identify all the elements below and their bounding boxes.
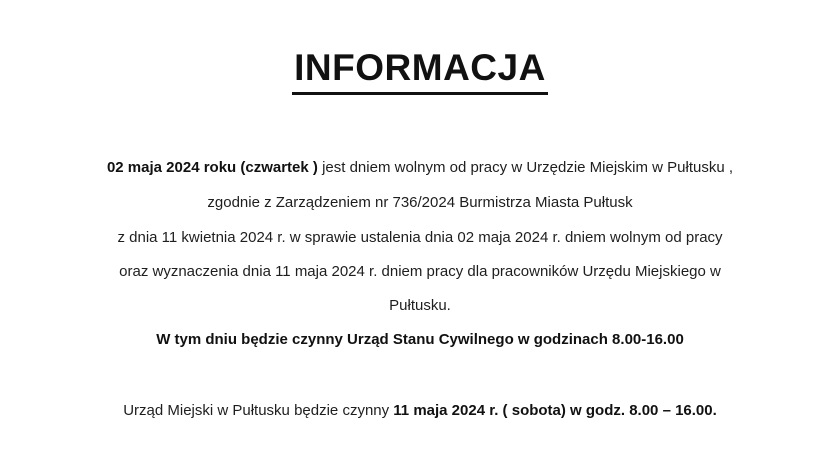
saturday-hours-intro: Urząd Miejski w Pułtusku będzie czynny (123, 402, 394, 419)
paragraph-line-4: oraz wyznaczenia dnia 11 maja 2024 r. dniem pracy dla pracowników Urzędu Miejskiego w (119, 263, 721, 280)
saturday-hours-date: 11 maja 2024 r. ( sobota) w godz. 8.00 – 16.00. (393, 402, 717, 419)
civil-registry-notice: W tym dniu będzie czynny Urząd Stanu Cywilnego w godzinach 8.00-16.00 (156, 331, 684, 348)
free-day-description: jest dniem wolnym od pracy w Urzędzie Miejskim w Pułtusku , (317, 159, 734, 176)
paragraph-line-3: z dnia 11 kwietnia 2024 r. w sprawie ustalenia dnia 02 maja 2024 r. dniem wolnym od pracy (117, 229, 723, 246)
free-day-date: 02 maja 2024 roku (czwartek ) (106, 159, 318, 176)
paragraph-line-5: Pułtusku. (389, 297, 451, 314)
saturday-hours-line (0, 401, 840, 421)
paragraph-line-1 (0, 158, 840, 178)
document-title (0, 46, 840, 95)
paragraph-line-2: zgodnie z Zarządzeniem nr 736/2024 Burmistrza Miasta Pułtusk (207, 194, 633, 211)
title-text: INFORMACJA (292, 46, 548, 95)
